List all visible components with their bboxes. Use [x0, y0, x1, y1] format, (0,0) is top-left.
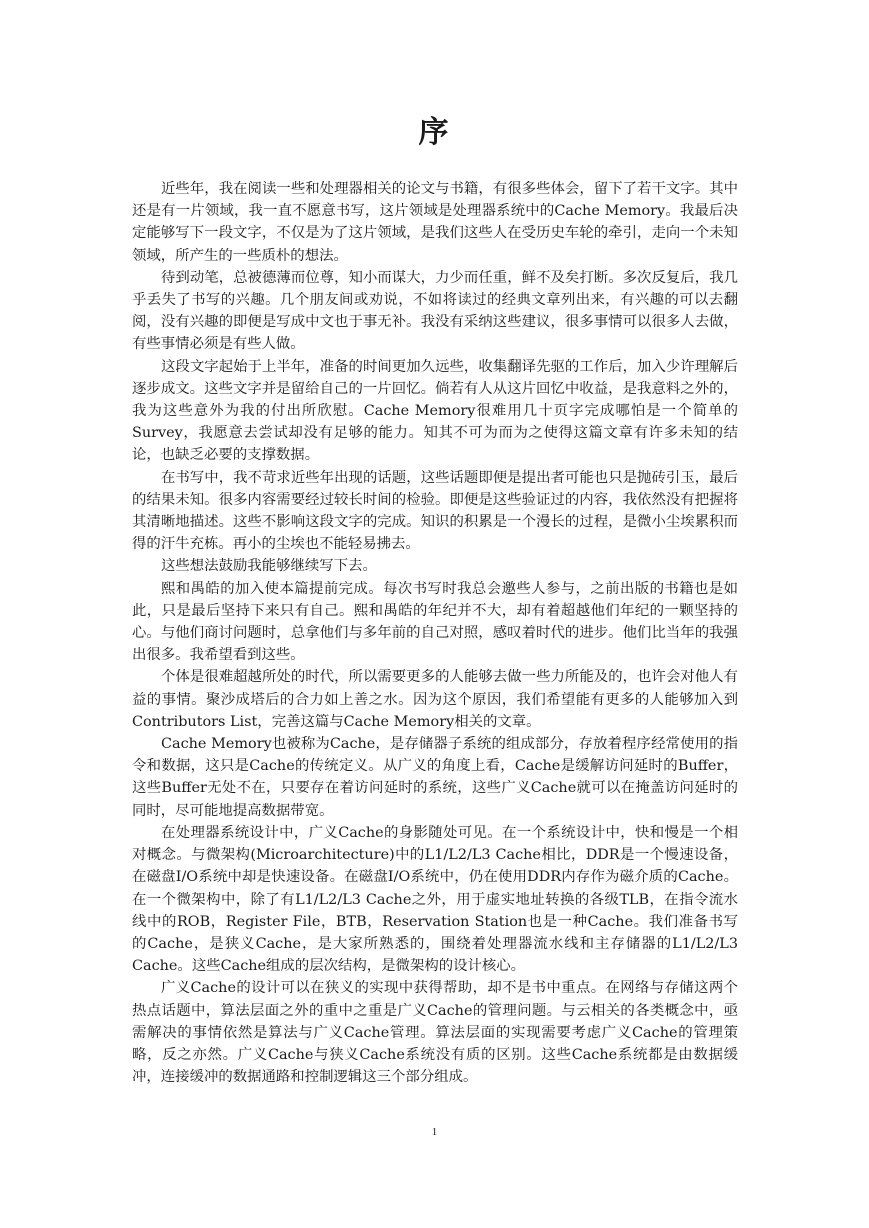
paragraph-7: 个体是很难超越所处的时代，所以需要更多的人能够去做一些力所能及的，也许会对他人有益的事情。聚沙成塔后的合力如上善之水。因为这个原因，我们希望能有更多的人能够加入到Contributors List，完善这篇与Cache Memory相关的文章。: [132, 669, 738, 730]
paragraph-6: 熙和禺皓的加入使本篇提前完成。每次书写时我总会邀些人参与，之前出版的书籍也是如此，只是最后坚持下来只有自己。熙和禺皓的年纪并不大，却有着超越他们年纪的一颗坚持的心。与他们商讨问题时，总拿他们与多年前的自己对照，感叹着时代的进步。他们比当年的我强出很多。我希望看到这些。: [132, 580, 738, 664]
body-text: [132, 178, 738, 1088]
paragraph-3: 这段文字起始于上半年，准备的时间更加久远些，收集翻译先驱的工作后，加入少许理解后逐步成文。这些文字并是留给自己的一片回忆。倘若有人从这片回忆中收益，是我意料之外的，我为这些意外为我的付出所欣慰。Cache Memory很难用几十页字完成哪怕是一个简单的Survey，我愿意去尝试却没有足够的能力。知其不可为而为之使得这篇文章有许多未知的结论，也缺乏必要的支撑数据。: [132, 358, 738, 464]
paragraph-10: 广义Cache的设计可以在狭义的实现中获得帮助，却不是书中重点。在网络与存储这两个热点话题中，算法层面之外的重中之重是广义Cache的管理问题。与云相关的各类概念中，亟需解决的事情依然是算法与广义Cache管理。算法层面的实现需要考虑广义Cache的管理策略，反之亦然。广义Cache与狭义Cache系统没有质的区别。这些Cache系统都是由数据缓冲，连接缓冲的数据通路和控制逻辑这三个部分组成。: [132, 980, 738, 1086]
paragraph-2: 待到动笔，总被德薄而位尊，知小而谋大，力少而任重，鲜不及矣打断。多次反复后，我几乎丢失了书写的兴趣。几个朋友间或劝说，不如将读过的经典文章列出来，有兴趣的可以去翻阅，没有兴趣的即便是写成中文也于事无补。我没有采纳这些建议，很多事情可以很多人去做，有些事情必须是有些人做。: [132, 269, 738, 353]
page-title: 序: [418, 115, 451, 150]
page-number: 1: [431, 1126, 438, 1138]
paragraph-4: 在书写中，我不苛求近些年出现的话题，这些话题即便是提出者可能也只是抛砖引玉，最后的结果未知。很多内容需要经过较长时间的检验。即便是这些验证过的内容，我依然没有把握将其清晰地描述。这些不影响这段文字的完成。知识的积累是一个漫长的过程，是微小尘埃累积而得的汗牛充栋。再小的尘埃也不能轻易拂去。: [132, 469, 738, 553]
paragraph-1: 近些年，我在阅读一些和处理器相关的论文与书籍，有很多些体会，留下了若干文字。其中还是有一片领域，我一直不愿意书写，这片领域是处理器系统中的Cache Memory。我最后决定能够写下一段文字，不仅是为了这片领域，是我们这些人在受历史车轮的牵引，走向一个未知领域，所产生的一些质朴的想法。: [132, 181, 738, 264]
paragraph-8: Cache Memory也被称为Cache，是存储器子系统的组成部分，存放着程序经常使用的指令和数据，这只是Cache的传统定义。从广义的角度上看，Cache是缓解访问延时的Buffer，这些Buffer无处不在，只要存在着访问延时的系统，这些广义Cache就可以在掩盖访问延时的同时，尽可能地提高数据带宽。: [132, 736, 738, 819]
paragraph-5: 这些想法鼓励我能够继续写下去。: [161, 558, 377, 575]
paragraph-9: 在处理器系统设计中，广义Cache的身影随处可见。在一个系统设计中，快和慢是一个相对概念。与微架构(Microarchitecture)中的L1/L2/L3 Cache相比，DDR是一个慢速设备，在磁盘I/O系统中却是快速设备。在磁盘I/O系统中，仍在使用DDR内存作为磁介质的Cache。在一个微架构中，除了有L1/L2/L3 Cache之外，用于虚实地址转换的各级TLB，在指令流水线中的ROB，Register File，BTB，Reservation Station也是一种Cache。我们准备书写的Cache，是狭义Cache，是大家所熟悉的，围绕着处理器流水线和主存储器的L1/L2/L3 Cache。这些Cache组成的层次结构，是微架构的设计核心。: [132, 824, 738, 975]
